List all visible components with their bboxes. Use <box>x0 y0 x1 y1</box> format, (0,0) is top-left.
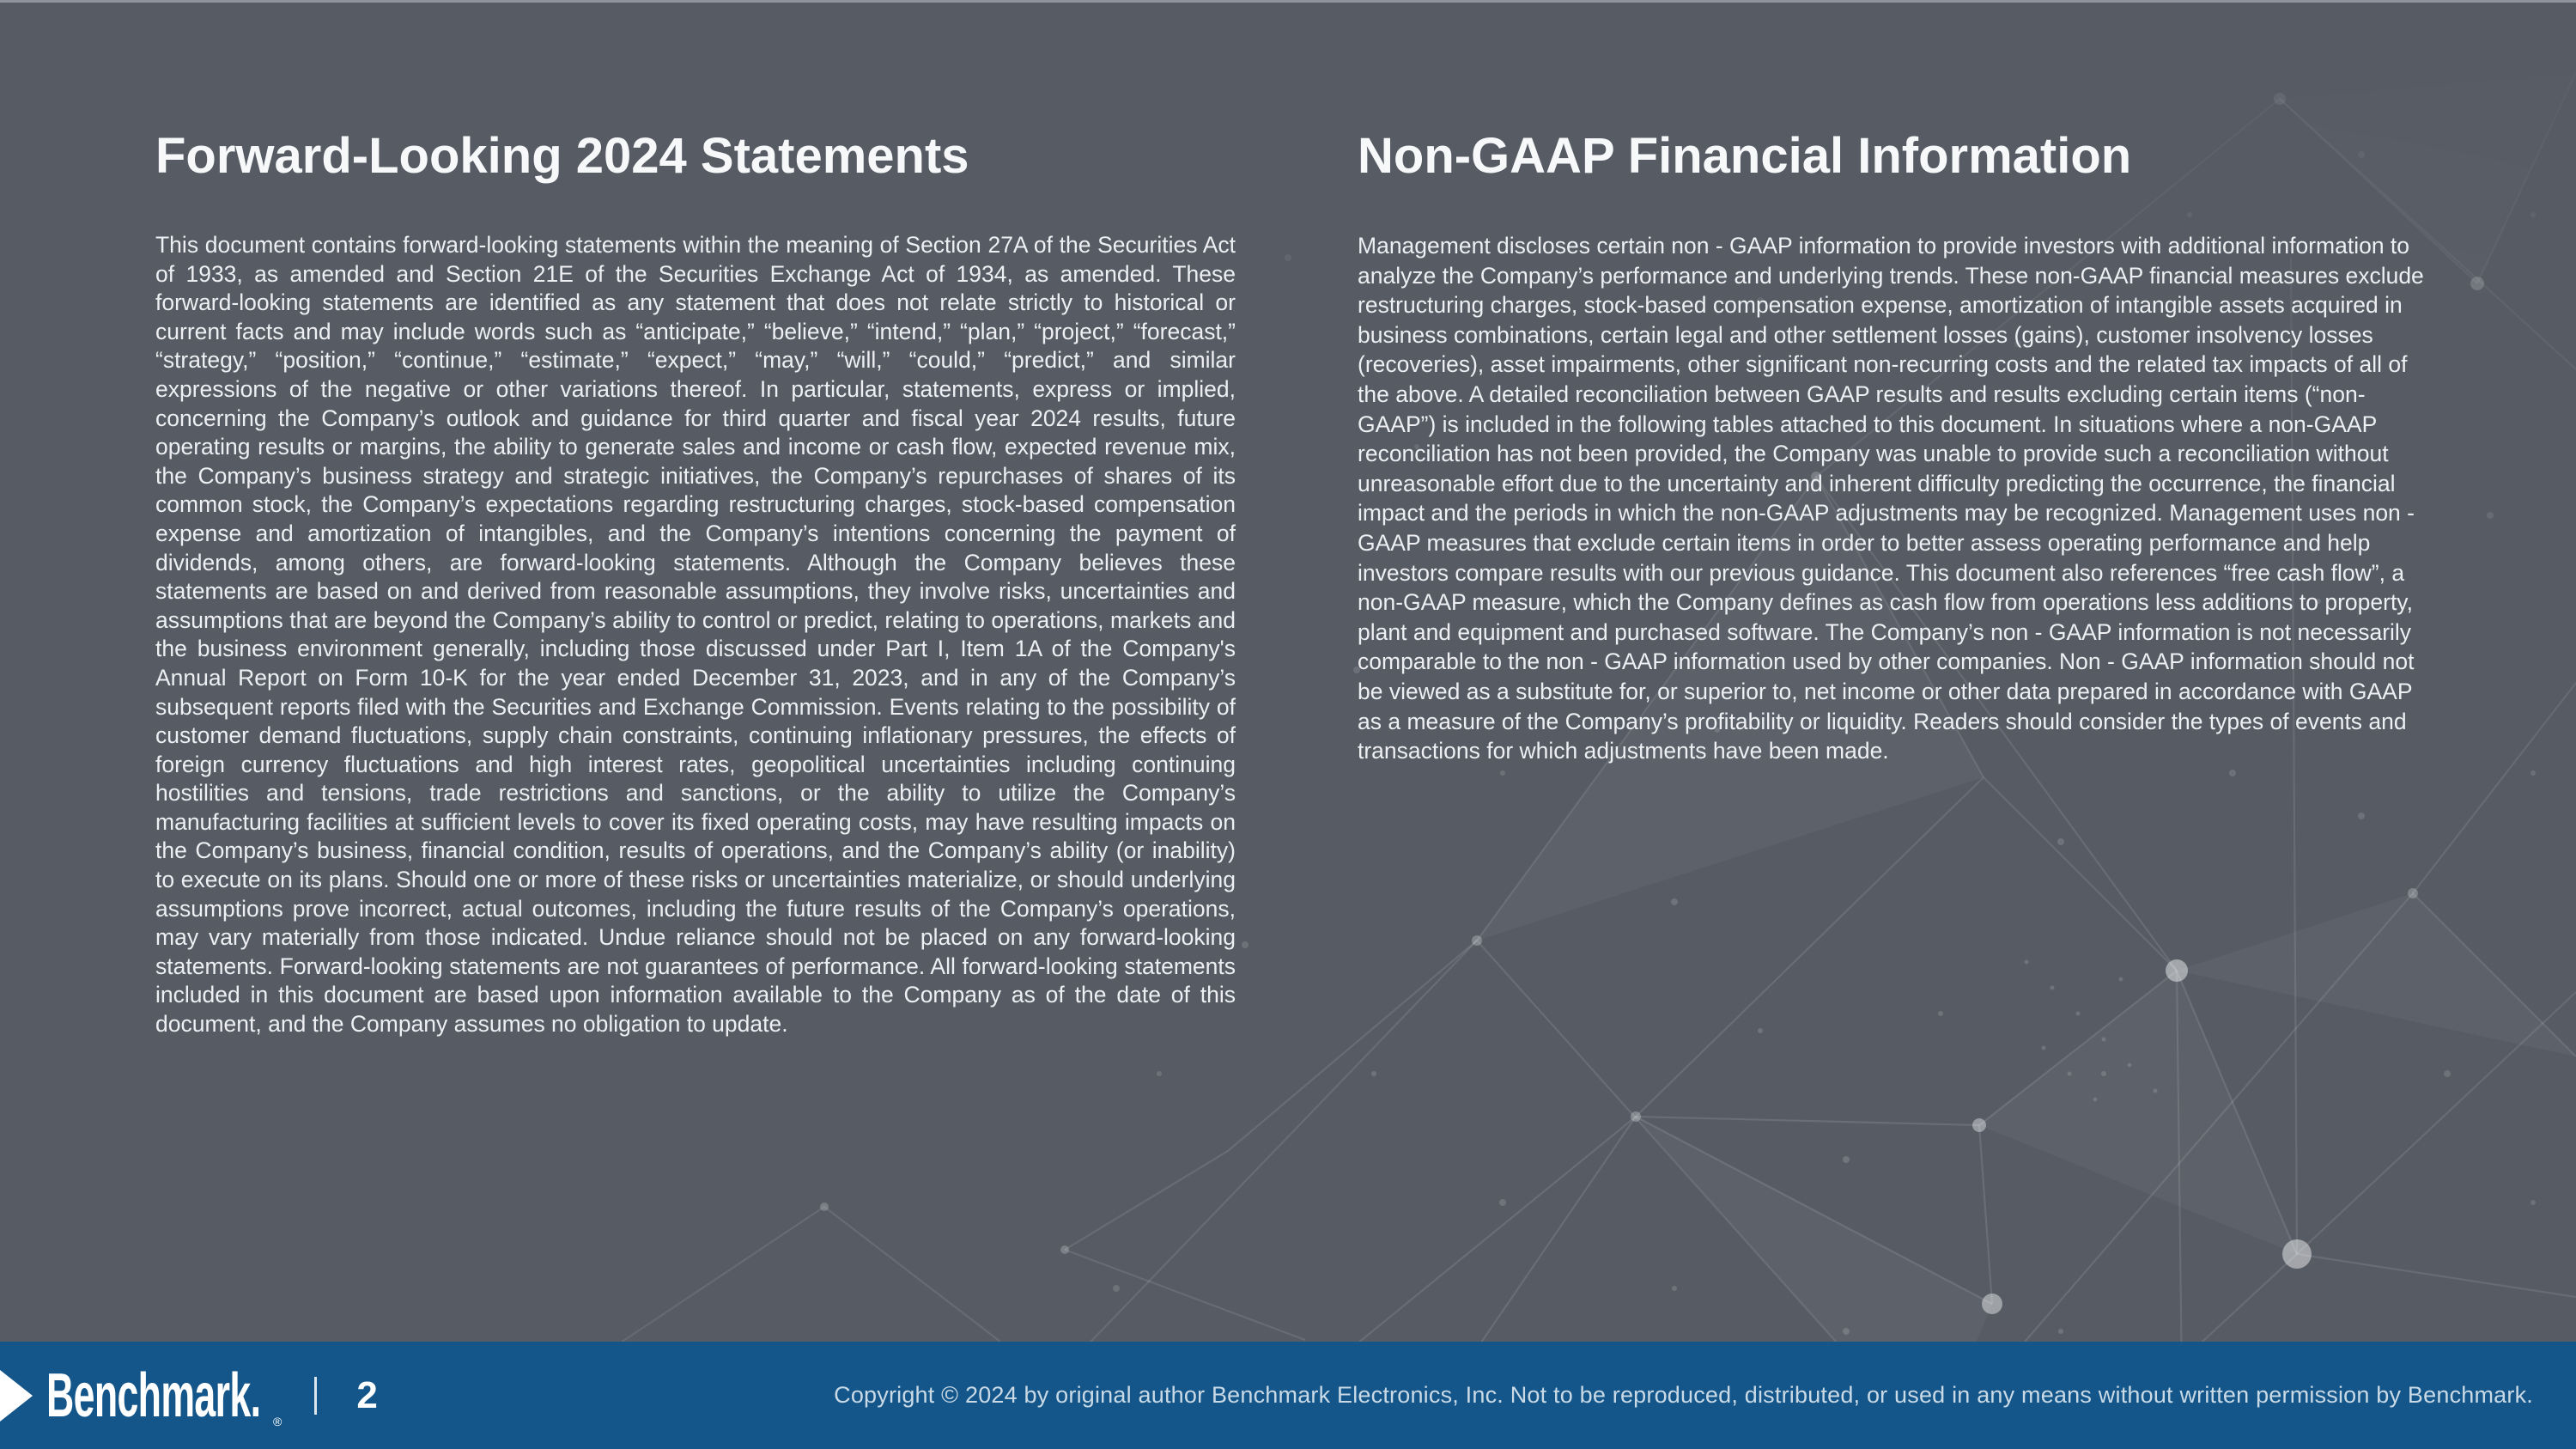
forward-looking-title: Forward-Looking 2024 Statements <box>155 128 969 184</box>
non-gaap-body: Management discloses certain non - GAAP information to provide investors with additional information to analyze the Company’s performance and underlying trends. These non-GAAP financial measures exclude restructuring charges, stock-based compensation expense, amortization of intangible assets acquired in business combinations, certain legal and other settlement losses (gains), customer insolvency losses (recoveries), asset impairments, other significant non-recurring costs and the related tax impacts of all of the above. A detailed reconciliation between GAAP results and results excluding certain items (“non-GAAP”) is included in the following tables attached to this document. In situations where a non-GAAP reconciliation has not been provided, the Company was unable to provide such a reconciliation without unreasonable effort due to the uncertainty and inherent difficulty predicting the occurrence, the financial impact and the periods in which the non-GAAP adjustments may be recognized. Management uses non - GAAP measures that exclude certain items in order to better assess operating performance and help investors compare results with our previous guidance. This document also references “free cash flow”, a non-GAAP measure, which the Company defines as cash flow from operations less additions to property, plant and equipment and purchased software. The Company’s non - GAAP information is not necessarily comparable to the non - GAAP information used by other companies. Non - GAAP information should not be viewed as a substitute for, or superior to, net income or other data prepared in accordance with GAAP as a measure of the Company’s profitability or liquidity. Readers should consider the types of events and transactions for which adjustments have been made. <box>1358 233 2424 764</box>
footer-bar <box>0 1342 2576 1449</box>
page-number: 2 <box>356 1373 378 1416</box>
non-gaap-title: Non-GAAP Financial Information <box>1358 128 2132 184</box>
forward-looking-section <box>155 127 1236 1039</box>
non-gaap-section <box>1358 127 2436 766</box>
copyright-notice: Copyright © 2024 by original author Benchmark Electronics, Inc. Not to be reproduced, distributed, or used in any means without written permission by Benchmark. <box>834 1382 2533 1408</box>
forward-looking-body: This document contains forward-looking statements within the meaning of Section 27A of the Securities Act of 1933, as amended and Section 21E of the Securities Exchange Act of 1934, as amended. These forward-looking statements are identified as any statement that does not relate strictly to historical or current facts and may include words such as “anticipate,” “believe,” “intend,” “plan,” “project,” “forecast,” “strategy,” “position,” “continue,” “estimate,” “expect,” “may,” “will,” “could,” “predict,” and similar expressions of the negative or other variations thereof. In particular, statements, express or implied, concerning the Company’s outlook and guidance for third quarter and fiscal year 2024 results, future operating results or margins, the ability to generate sales and income or cash flow, expected revenue mix, the Company’s business strategy and strategic initiatives, the Company’s repurchases of shares of its common stock, the Company’s expectations regarding restructuring charges, stock-based compensation expense and amortization of intangibles, and the Company’s intentions concerning the payment of dividends, among others, are forward-looking statements. Although the Company believes these statements are based on and derived from reasonable assumptions, they involve risks, uncertainties and assumptions that are beyond the Company’s ability to control or predict, relating to operations, markets and the business environment generally, including those discussed under Part I, Item 1A of the Company's Annual Report on Form 10-K for the year ended December 31, 2023, and in any of the Company’s subsequent reports filed with the Securities and Exchange Commission. Events relating to the possibility of customer demand fluctuations, supply chain constraints, continuing inflationary pressures, the effects of foreign currency fluctuations and high interest rates, geopolitical uncertainties including continuing hostilities and tensions, trade restrictions and sanctions, or the ability to utilize the Company’s manufacturing facilities at sufficient levels to cover its fixed operating costs, may have resulting impacts on the Company’s business, financial condition, results of operations, and the Company’s ability (or inability) to execute on its plans. Should one or more of these risks or uncertainties materialize, or should underlying assumptions prove incorrect, actual outcomes, including the future results of the Company’s operations, may vary materially from those indicated. Undue reliance should not be placed on any forward-looking statements. Forward-looking statements are not guarantees of performance. All forward-looking statements included in this document are based upon information available to the Company as of the date of this document, and the Company assumes no obligation to update. <box>155 232 1236 1038</box>
benchmark-logo-text-wrap <box>46 1361 271 1431</box>
chevron-right-icon <box>0 1370 33 1422</box>
benchmark-logo-text: Benchmark. <box>46 1361 261 1430</box>
slide-top-edge <box>0 0 2576 3</box>
footer-divider <box>314 1377 317 1415</box>
benchmark-logo <box>0 1342 282 1449</box>
registered-trademark-symbol: ® <box>273 1415 283 1428</box>
